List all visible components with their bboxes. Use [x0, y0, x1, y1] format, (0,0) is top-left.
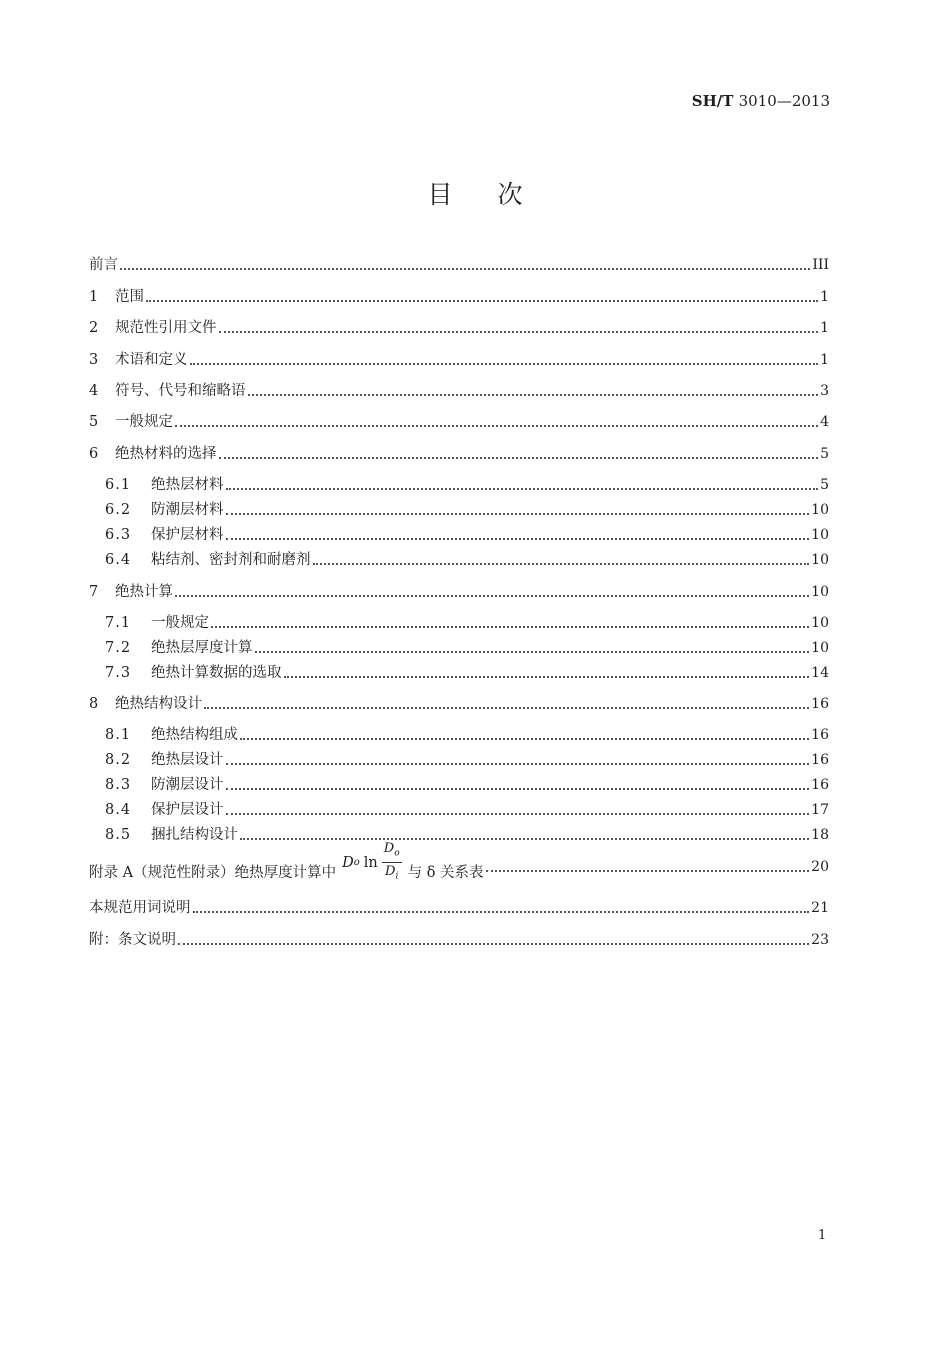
appendix-suffix: 与 δ 关系表	[407, 865, 484, 881]
toc-entry-page: 10	[811, 527, 829, 543]
toc-entry-number: 1	[89, 289, 99, 305]
toc-entry-number: 6.2	[105, 502, 132, 518]
formula-numerator	[382, 840, 402, 864]
formula-num-sub: o	[394, 848, 400, 859]
toc-entry-page: 16	[811, 777, 829, 793]
toc-entry	[105, 610, 829, 632]
formula-num: D	[383, 840, 395, 856]
toc-entry-page: 4	[820, 414, 829, 430]
toc-entry	[105, 497, 829, 519]
leader-dots	[226, 813, 810, 815]
toc-entry-number: 8.5	[105, 827, 132, 843]
toc-entry-page: 5	[820, 477, 829, 493]
toc-entry-number: 7	[89, 584, 99, 600]
toc-entry	[89, 441, 829, 463]
document-code	[692, 92, 830, 110]
leader-dots	[240, 738, 809, 740]
toc-entry-label: 本规范用词说明	[89, 900, 191, 916]
formula-fraction	[382, 840, 402, 886]
toc-entry-label: 保护层设计	[151, 802, 224, 818]
leader-dots	[313, 563, 810, 565]
toc-entry-page: 5	[820, 446, 829, 462]
leader-dots	[204, 707, 809, 709]
toc-entry	[105, 522, 829, 544]
toc-entry-page: 14	[811, 665, 829, 681]
formula-left: D	[342, 854, 354, 871]
toc-entry-number: 7.3	[105, 665, 132, 681]
toc-entry-page: 23	[811, 932, 829, 948]
leader-dots	[226, 488, 819, 490]
toc-entry-page: 1	[820, 352, 829, 368]
toc-entry-label: 保护层材料	[151, 527, 224, 543]
toc-entry-label: 绝热结构设计	[115, 696, 202, 712]
toc-entry-label: 一般规定	[115, 414, 173, 430]
toc-entry-label: 捆扎结构设计	[151, 827, 238, 843]
toc-entry-number: 7.1	[105, 615, 132, 631]
toc-entry-page: 16	[811, 727, 829, 743]
leader-dots	[240, 838, 809, 840]
toc-entry-label: 绝热层材料	[151, 477, 224, 493]
toc-entry-number: 8.2	[105, 752, 132, 768]
leader-dots	[193, 911, 810, 913]
toc-entry-label: 附：条文说明	[89, 932, 176, 948]
toc-entry-label: 符号、代号和缩略语	[115, 383, 246, 399]
leader-dots	[120, 268, 810, 270]
toc-entry	[105, 547, 829, 569]
toc-entry-page: III	[812, 257, 829, 273]
formula-den-sub: i	[395, 872, 399, 882]
leader-dots	[146, 300, 818, 302]
toc-entry-number: 6.4	[105, 552, 132, 568]
toc-entry	[89, 315, 829, 337]
toc-entry-number: 6	[89, 446, 99, 462]
toc-entry	[105, 797, 829, 819]
toc-entry	[105, 472, 829, 494]
toc-entry-page: 16	[811, 752, 829, 768]
toc-entry	[105, 722, 829, 744]
toc-entry-page: 18	[811, 827, 829, 843]
toc-entry-label: 规范性引用文件	[115, 320, 217, 336]
toc-entry	[105, 747, 829, 769]
toc-entry-label: 绝热层设计	[151, 752, 224, 768]
leader-dots	[175, 595, 809, 597]
toc-entry-number: 5	[89, 414, 99, 430]
formula-ln: ln	[363, 854, 378, 871]
toc-entry-number: 8.1	[105, 727, 132, 743]
toc-entry	[89, 347, 829, 369]
toc-entry-label: 防潮层设计	[151, 777, 224, 793]
leader-dots	[178, 943, 809, 945]
toc-entry	[105, 660, 829, 682]
leader-dots	[219, 331, 819, 333]
toc-entry	[89, 378, 829, 400]
toc-entry-number: 8.4	[105, 802, 132, 818]
toc-entry-page: 20	[811, 859, 829, 875]
toc-entry-page: 3	[820, 383, 829, 399]
toc-entry	[89, 895, 829, 917]
formula-den: D	[385, 864, 396, 880]
toc-entry-label: 绝热计算	[115, 584, 173, 600]
leader-dots	[226, 513, 810, 515]
toc-entry-label: 绝热材料的选择	[115, 446, 217, 462]
toc-entry-page: 21	[811, 900, 829, 916]
toc-entry-number: 8	[89, 696, 99, 712]
toc-entry-page: 10	[811, 584, 829, 600]
leader-dots	[226, 788, 810, 790]
page-title: 目次	[427, 180, 568, 209]
code-number: 3010—2013	[738, 92, 830, 110]
toc-entry-label: 粘结剂、密封剂和耐磨剂	[151, 552, 311, 568]
toc-entry-label: 绝热计算数据的选取	[151, 665, 282, 681]
toc-entry-page: 10	[811, 615, 829, 631]
toc-entry-page: 10	[811, 502, 829, 518]
toc-entry-number: 3	[89, 352, 99, 368]
toc-entry-label: 绝热层厚度计算	[151, 640, 253, 656]
toc-entry	[89, 252, 829, 274]
leader-dots	[255, 651, 810, 653]
leader-dots	[219, 457, 819, 459]
formula-left-sub: o	[353, 856, 360, 868]
toc-entry-page: 17	[811, 802, 829, 818]
leader-dots	[248, 394, 819, 396]
toc-entry-label: 术语和定义	[115, 352, 188, 368]
formula-denominator	[385, 863, 398, 886]
toc-entry	[89, 691, 829, 713]
page-number: 1	[818, 1228, 827, 1243]
toc-entry-appendix	[89, 840, 829, 882]
leader-dots	[226, 538, 810, 540]
leader-dots	[284, 676, 810, 678]
toc-entry	[89, 409, 829, 431]
toc-entry-number: 6.3	[105, 527, 132, 543]
toc-entry	[89, 927, 829, 949]
leader-dots	[190, 363, 819, 365]
toc-entry-label: 前言	[89, 257, 118, 273]
toc-entry-number: 6.1	[105, 477, 132, 493]
leader-dots	[211, 626, 809, 628]
toc-entry-number: 4	[89, 383, 99, 399]
leader-dots	[226, 763, 810, 765]
toc-entry-page: 16	[811, 696, 829, 712]
toc-entry	[89, 579, 829, 601]
formula	[342, 840, 402, 886]
leader-dots	[175, 425, 818, 427]
toc-entry-page: 10	[811, 552, 829, 568]
toc-entry-page: 1	[820, 289, 829, 305]
toc-entry-label: 范围	[115, 289, 144, 305]
toc-entry	[89, 284, 829, 306]
toc-entry-number: 2	[89, 320, 99, 336]
toc-entry-label: 一般规定	[151, 615, 209, 631]
toc-entry	[105, 822, 829, 844]
appendix-label: 附录 A（规范性附录）绝热厚度计算中	[89, 865, 337, 881]
toc-entry-number: 7.2	[105, 640, 132, 656]
leader-dots	[486, 870, 810, 872]
toc-entry	[105, 772, 829, 794]
toc-entry	[105, 635, 829, 657]
toc-entry-label: 防潮层材料	[151, 502, 224, 518]
toc-entry-page: 1	[820, 320, 829, 336]
toc-entry-page: 10	[811, 640, 829, 656]
toc-entry-number: 8.3	[105, 777, 132, 793]
toc-entry-label: 绝热结构组成	[151, 727, 238, 743]
code-prefix: SH/T	[691, 92, 734, 110]
